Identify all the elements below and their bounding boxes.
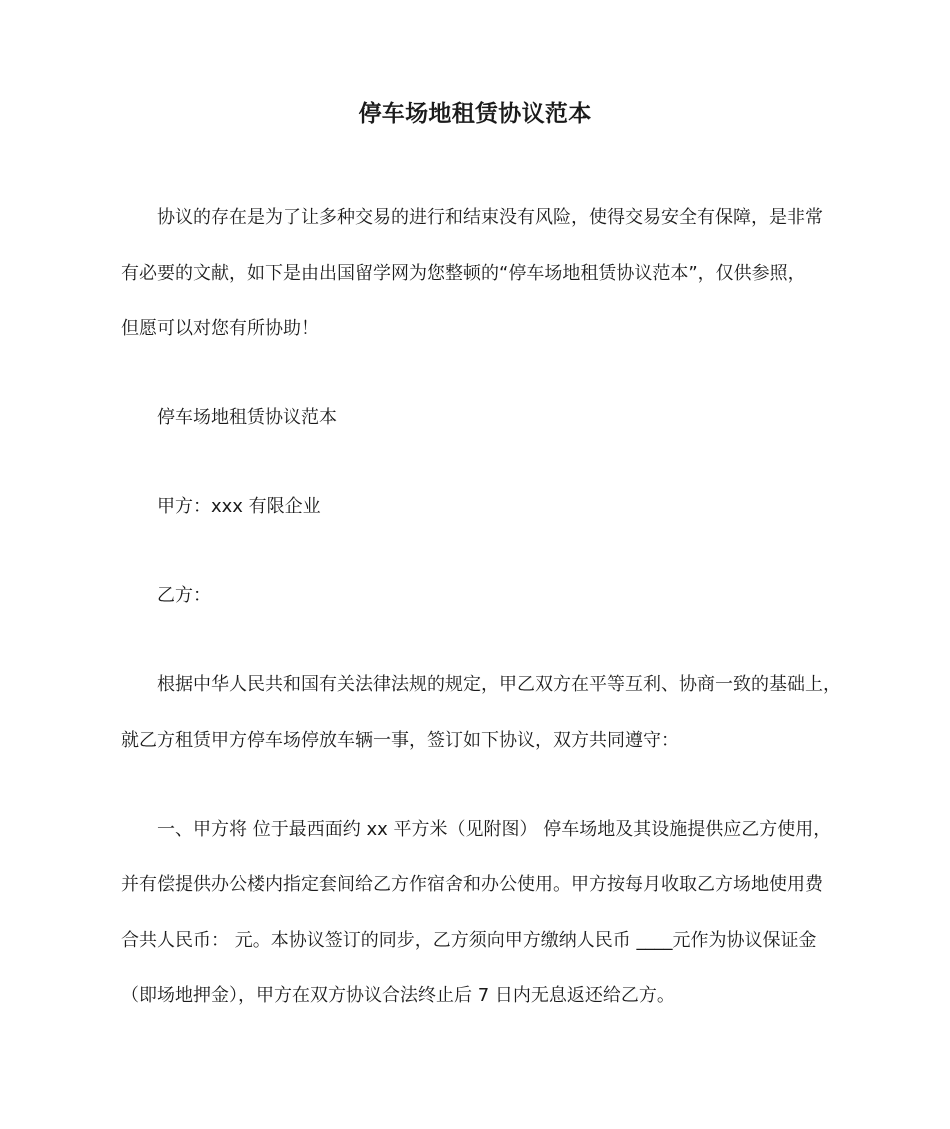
intro-line-2: 有必要的文献，如下是由出国留学网为您整顿的“停车场地租赁协议范本”，仅供参照， — [121, 263, 806, 284]
clause-1-line-2: 并有偿提供办公楼内指定套间给乙方作宿舍和办公使用。甲方按每月收取乙方场地使用费 — [121, 874, 823, 895]
party-b-line: 乙方： — [157, 585, 211, 606]
preamble-line-2: 就乙方租赁甲方停车场停放车辆一事，签订如下协议，双方共同遵守： — [121, 730, 679, 751]
preamble-line-1: 根据中华人民共和国有关法律法规的规定，甲乙双方在平等互利、协商一致的基础上， — [157, 674, 841, 695]
intro-line-1: 协议的存在是为了让多种交易的进行和结束没有风险，使得交易安全有保障，是非常 — [157, 207, 823, 228]
intro-line-3: 但愿可以对您有所协助！ — [121, 318, 319, 339]
clause-1-line-3: 合共人民币： 元。本协议签订的同步，乙方须向甲方缴纳人民币 ____元作为协议保证金 — [121, 930, 817, 951]
clause-1-line-4: （即场地押金），甲方在双方协议合法终止后 7 日内无息返还给乙方。 — [121, 985, 675, 1006]
document-title: 停车场地租赁协议范本 — [358, 101, 592, 127]
clause-1-line-1: 一、甲方将 位于最西面约 xx 平方米（见附图） 停车场地及其设施提供应乙方使用， — [157, 819, 832, 840]
agreement-subtitle: 停车场地租赁协议范本 — [157, 407, 337, 428]
party-a-line: 甲方：xxx 有限企业 — [157, 496, 321, 517]
